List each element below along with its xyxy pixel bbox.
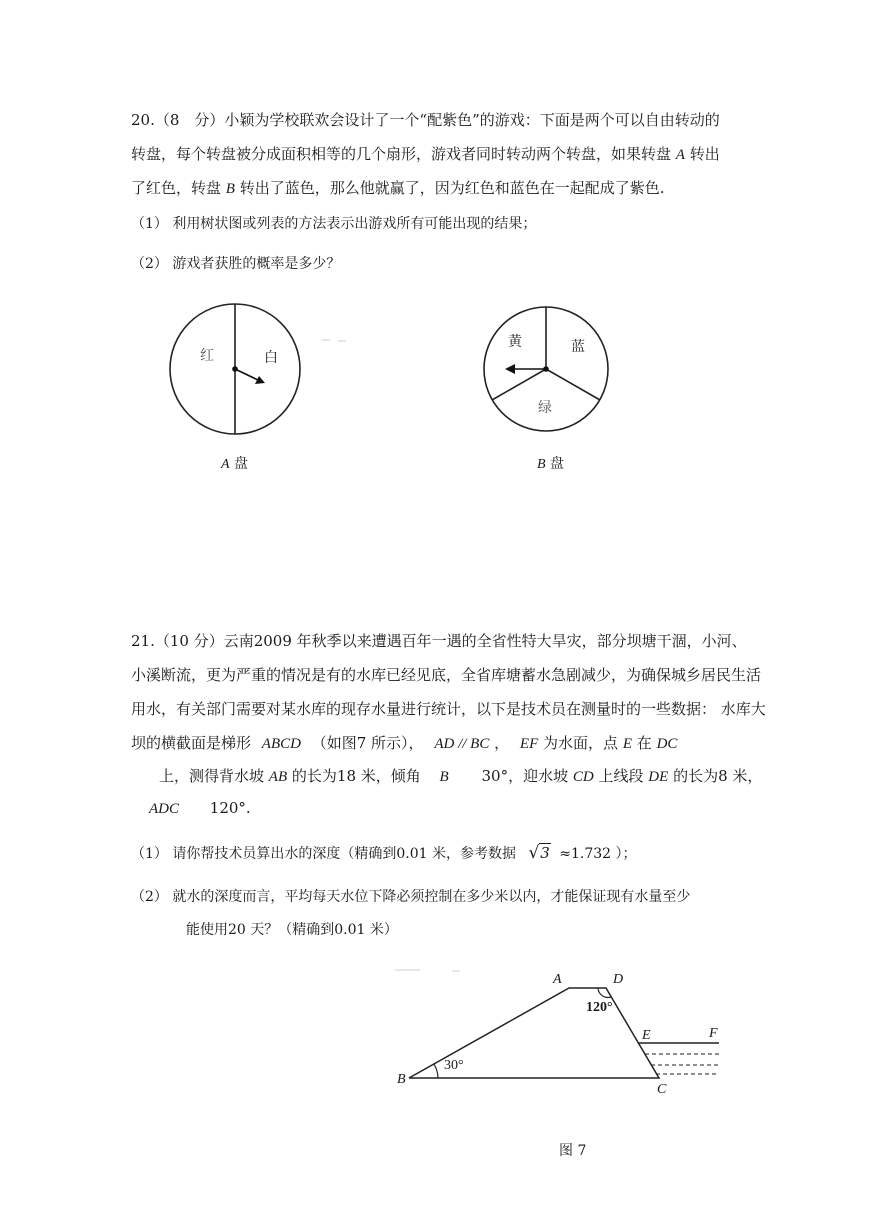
- q21-angle-adc-value: 120°.: [209, 799, 251, 817]
- q21-line-1: 21.（10 分）云南2009 年秋季以来遭遇百年一遇的全省性特大旱灾，部分坝塘干涸，小河、: [131, 632, 747, 650]
- spinner-b-caption-letter: B: [537, 457, 546, 472]
- q21-water-line-ef: EF: [519, 736, 539, 752]
- q21-angle-adc: ADC: [149, 801, 179, 817]
- q21-angle-b: B: [439, 769, 449, 785]
- q21-subquestion-1-text-a: （1） 请你帮技术员算出水的深度（精确到0.01 米，参考数据: [131, 846, 516, 862]
- sqrt-icon: √: [528, 843, 540, 863]
- q21-line-5-text-c: 30°，迎水坡: [481, 767, 569, 785]
- spinner-b-label-yellow: 黄: [508, 334, 522, 350]
- figure-label-e: E: [642, 1028, 651, 1043]
- q20-var-a: A: [675, 147, 685, 163]
- q20-line-1: 20.（8 分）小颖为学校联欢会设计了一个“配紫色”的游戏：下面是两个可以自由转动的: [131, 111, 720, 129]
- q21-line-5-text-e: 的长为8 米，: [673, 767, 763, 785]
- angle-b-arc: [434, 1064, 438, 1078]
- figure-angle-b-value: 30°: [444, 1058, 464, 1073]
- q21-line-4-text-c: ，: [494, 734, 510, 752]
- q21-segment-dc: DC: [656, 736, 678, 752]
- q21-subquestion-1-text-b: ≈1.732 ）；: [559, 846, 637, 862]
- figure-label-a: A: [553, 972, 562, 987]
- q20-line-3-text-b: 转出了蓝色，那么他就赢了，因为红色和蓝色在一起配成了紫色.: [239, 179, 665, 197]
- q20-subquestion-1: （1） 利用树状图或列表的方法表示出游戏所有可能出现的结果；: [131, 216, 537, 232]
- q21-line-2: 小溪断流，更为严重的情况是有的水库已经见底，全省库塘蓄水急剧减少，为确保城乡居民生活: [131, 666, 762, 684]
- q21-subquestion-2-line-2: 能使用20 天？（精确到0.01 米）: [186, 922, 398, 938]
- q21-line-4-text-d: 为水面，点: [543, 734, 619, 752]
- figure-7-caption: 图 7: [559, 1143, 587, 1159]
- spinner-b-label-blue: 蓝: [571, 339, 585, 355]
- q20-line-2-text-b: 转出: [689, 145, 720, 163]
- spinner-a-caption-word: 盘: [234, 456, 249, 472]
- spinner-a-label-red: 红: [200, 348, 214, 364]
- q21-segment-cd: CD: [572, 769, 594, 785]
- spinner-b-label-green: 绿: [538, 400, 552, 416]
- q21-sqrt-radicand: 3: [540, 844, 550, 862]
- q21-line-4-text-f: 在: [636, 734, 652, 752]
- q21-line-5-text-b: 的长为18 米，倾角: [291, 767, 421, 785]
- q21-segment-de: DE: [648, 769, 669, 785]
- figure-label-d: D: [613, 972, 624, 987]
- q21-line-4-text-a: 坝的横截面是梯形: [131, 734, 252, 752]
- spinner-a-label-white: 白: [264, 350, 278, 366]
- q21-parallel-ad-bc: AD // BC: [434, 736, 490, 752]
- q21-line-5-text-a: 上，测得背水坡: [159, 767, 265, 785]
- q21-trapezoid-abcd: ABCD: [261, 736, 301, 752]
- q21-line-3: 用水，有关部门需要对某水库的现存水量进行统计，以下是技术员在测量时的一些数据： 水库大: [131, 700, 766, 718]
- spinner-b-caption-word: 盘: [550, 456, 565, 472]
- figure-label-b: B: [397, 1072, 406, 1087]
- spinner-a-caption-letter: A: [221, 457, 230, 472]
- q20-line-3-text-a: 了红色，转盘: [131, 179, 222, 197]
- q20-subquestion-2: （2） 游戏者获胜的概率是多少？: [131, 256, 341, 272]
- figure-label-c: C: [657, 1082, 667, 1097]
- q20-line-2-text-a: 转盘，每个转盘被分成面积相等的几个扇形，游戏者同时转动两个转盘，如果转盘: [131, 145, 672, 163]
- figure-label-f: F: [709, 1026, 718, 1041]
- q20-var-b: B: [225, 181, 235, 197]
- figure-angle-d-value: 120°: [586, 1000, 613, 1015]
- q21-point-e: E: [622, 736, 632, 752]
- q21-line-5-text-d: 上线段: [598, 767, 644, 785]
- q21-segment-ab: AB: [268, 769, 288, 785]
- q21-subquestion-2-line-1: （2） 就水的深度而言，平均每天水位下降必须控制在多少米以内，才能保证现有水量至少: [131, 889, 691, 905]
- q21-line-4-text-b: （如图7 所示），: [311, 734, 424, 752]
